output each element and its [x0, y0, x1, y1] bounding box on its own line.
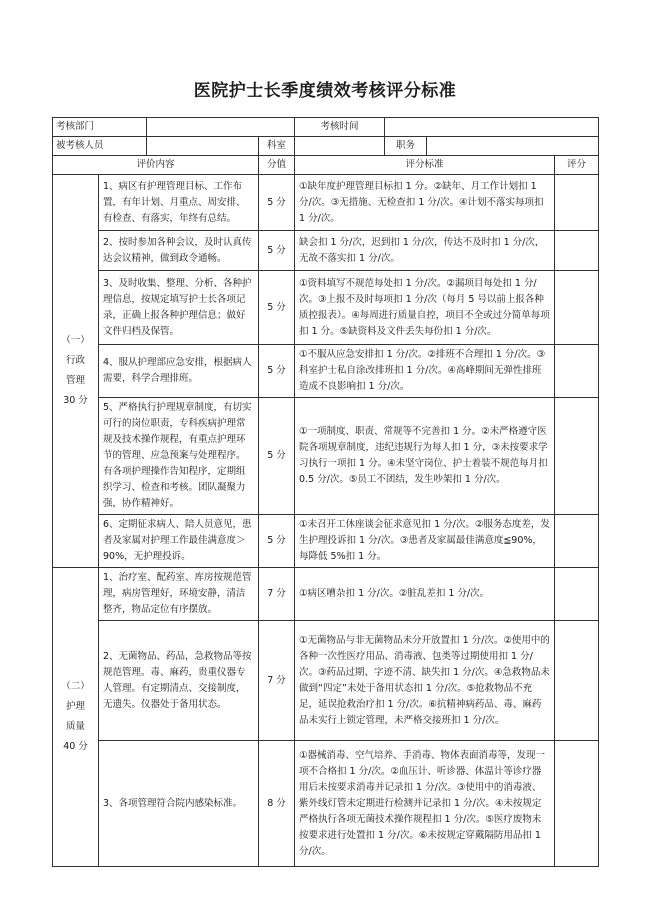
- rating-input-cell[interactable]: [555, 741, 599, 867]
- item-content: 6、定期征求病人、陪人员意见，患者及家属对护理工作最佳满意度＞90%，无护理投诉。: [99, 515, 259, 568]
- office-value-field[interactable]: [295, 137, 385, 156]
- person-value-field[interactable]: [147, 137, 259, 156]
- item-criteria: ①不服从应急安排扣 1 分/次。②排班不合理扣 1 分/次。③科室护士私自涂改排班扣 1 分/次。④高峰期间无弹性排班造成不良影响扣 1 分/次。: [295, 345, 555, 398]
- time-value-field[interactable]: [385, 118, 599, 137]
- item-criteria: 缺会扣 1 分/次，迟到扣 1 分/次，传达不及时扣 1 分/次，无故不落实扣 1 分/次。: [295, 231, 555, 271]
- time-label: 考核时间: [295, 118, 385, 137]
- item-content: 2、无菌物品、药品，急救物品等按规范管理。毒、麻药，贵重仪器专人管理。有定期清点、交接制度，无遗失。仪器处于备用状态。: [99, 621, 259, 741]
- header-row-person: [53, 137, 599, 156]
- item-criteria: ①缺年度护理管理目标扣 1 分。②缺年、月工作计划扣 1 分/次。③无措施、无检查扣 1 分/次。④计划不落实每项扣 1 分/次。: [295, 175, 555, 231]
- item-content: 3、及时收集、整理、分析、各种护理信息，按规定填写护士长各项记录，正确上报各种护理信息；做好文件归档及保管。: [99, 271, 259, 345]
- position-value-field[interactable]: [427, 137, 599, 156]
- rating-input-cell[interactable]: [555, 568, 599, 621]
- column-header-content: 评价内容: [53, 156, 259, 175]
- section-label-line: 管理: [65, 375, 85, 386]
- position-label: 职务: [385, 137, 427, 156]
- table-row: [53, 271, 599, 345]
- rating-input-cell[interactable]: [555, 271, 599, 345]
- rating-input-cell[interactable]: [555, 231, 599, 271]
- column-header-row: [53, 156, 599, 175]
- table-row: [53, 175, 599, 231]
- item-score: 8 分: [259, 741, 295, 867]
- section-label-line: 质量: [65, 721, 85, 732]
- section-label-line: 护理: [65, 701, 85, 712]
- column-header-score: 分值: [259, 156, 295, 175]
- item-content: 2、按时参加各种会议，及时认真传达会议精神，做到政令通畅。: [99, 231, 259, 271]
- column-header-rating: 评分: [555, 156, 599, 175]
- item-score: 5 分: [259, 175, 295, 231]
- item-criteria: ①未召开工休座谈会征求意见扣 1 分/次。②服务态度差，发生护理投诉扣 1 分/次。③患者及家属最佳满意度≦90%，每降低 5%扣 1 分。: [295, 515, 555, 568]
- item-score: 7 分: [259, 568, 295, 621]
- section-label-line: 40 分: [63, 741, 88, 752]
- table-row: [53, 568, 599, 621]
- item-score: 5 分: [259, 398, 295, 515]
- evaluation-table: [52, 117, 599, 867]
- item-criteria: ①病区嘈杂扣 1 分/次。②脏乱差扣 1 分/次。: [295, 568, 555, 621]
- item-score: 5 分: [259, 345, 295, 398]
- rating-input-cell[interactable]: [555, 345, 599, 398]
- table-row: [53, 398, 599, 515]
- table-row: [53, 515, 599, 568]
- item-criteria: ①无菌物品与非无菌物品未分开放置扣 1 分/次。②使用中的各种一次性医疗用品、消毒液、包类等过期使用扣 1 分/次。③药品过期、字迹不清、缺失扣 1 分/次。④急救物品未做到“四定”未处于备用状态扣 1 分/次。⑤抢救物品不充足，延误抢救治疗扣 1 分/次。⑥抗精神病药品、毒、麻药品未实行上锁定管理，未严格交接班扣 1 分/次。: [295, 621, 555, 741]
- item-score: 5 分: [259, 515, 295, 568]
- dept-value-field[interactable]: [147, 118, 295, 137]
- rating-input-cell[interactable]: [555, 398, 599, 515]
- item-criteria: ①资料填写不规范每处扣 1 分/次。②漏项目每处扣 1 分/次。③上报不及时每项扣 1 分/次（每月 5 号以前上报各种质控报表）。④每周进行质量自控，项目不全或过分简单每项扣 1 分。⑤缺资料及文件丢失每份扣 1 分/次。: [295, 271, 555, 345]
- person-label: 被考核人员: [53, 137, 147, 156]
- table-row: [53, 741, 599, 867]
- item-score: 7 分: [259, 621, 295, 741]
- rating-input-cell[interactable]: [555, 175, 599, 231]
- section-label-line: 行政: [65, 355, 85, 366]
- item-score: 5 分: [259, 231, 295, 271]
- header-row-dept: [53, 118, 599, 137]
- rating-input-cell[interactable]: [555, 515, 599, 568]
- item-score: 5 分: [259, 271, 295, 345]
- table-row: [53, 345, 599, 398]
- column-header-criteria: 评分标准: [295, 156, 555, 175]
- office-label: 科室: [259, 137, 295, 156]
- item-content: 1、治疗室、配药室、库房按规范管理，病房管理好，环境安静，清洁整齐，物品定位有序摆放。: [99, 568, 259, 621]
- document-title: 医院护士长季度绩效考核评分标准: [193, 81, 457, 101]
- section-label-line: （二）: [61, 681, 90, 692]
- section-label: [53, 568, 99, 867]
- item-content: 4、服从护理部应急安排，根据病人需要，科学合理排班。: [99, 345, 259, 398]
- rating-input-cell[interactable]: [555, 621, 599, 741]
- dept-label: 考核部门: [53, 118, 147, 137]
- section-label-line: （一）: [61, 335, 90, 346]
- item-criteria: ①一项制度、职责、常规等不完善扣 1 分。②未严格遵守医院各项规章制度，违纪违规行为每人扣 1 分，③未按要求学习执行一项扣 1 分。④未坚守岗位、护士着装不规范每月扣 0.5 分/次。⑤员工不团结，发生吵架扣 1 分/次。: [295, 398, 555, 515]
- section-label: [53, 175, 99, 568]
- item-content: 1、病区有护理管理目标、工作布置，有年计划、月重点、周安排、有检查、有落实，年终有总结。: [99, 175, 259, 231]
- section-label-line: 30 分: [63, 395, 88, 406]
- item-criteria: ①器械消毒、空气培养、手消毒、物体表面消毒等，发现一项不合格扣 1 分/次。②血压计、听诊器、体温计等诊疗器用后未按要求消毒并记录扣 1 分/次。③使用中的消毒液、紫外线灯管未定期进行检测并记录扣 1 分/次。④未按规定严格执行各项无菌技术操作规程扣 1 分/次。⑤医疗废物未按要求进行处置扣 1 分/次。⑥未按规定穿戴隔防用品扣 1 分/次。: [295, 741, 555, 867]
- item-content: 5、严格执行护理规章制度，有切实可行的岗位职责，专科疾病护理常规及技术操作规程，有重点护理环节的管理、应急预案与处理程序。有各项护理操作告知程序，定期组织学习、检查和考核。团队凝聚力强，协作精神好。: [99, 398, 259, 515]
- table-row: [53, 621, 599, 741]
- item-content: 3、各项管理符合院内感染标准。: [99, 741, 259, 867]
- table-row: [53, 231, 599, 271]
